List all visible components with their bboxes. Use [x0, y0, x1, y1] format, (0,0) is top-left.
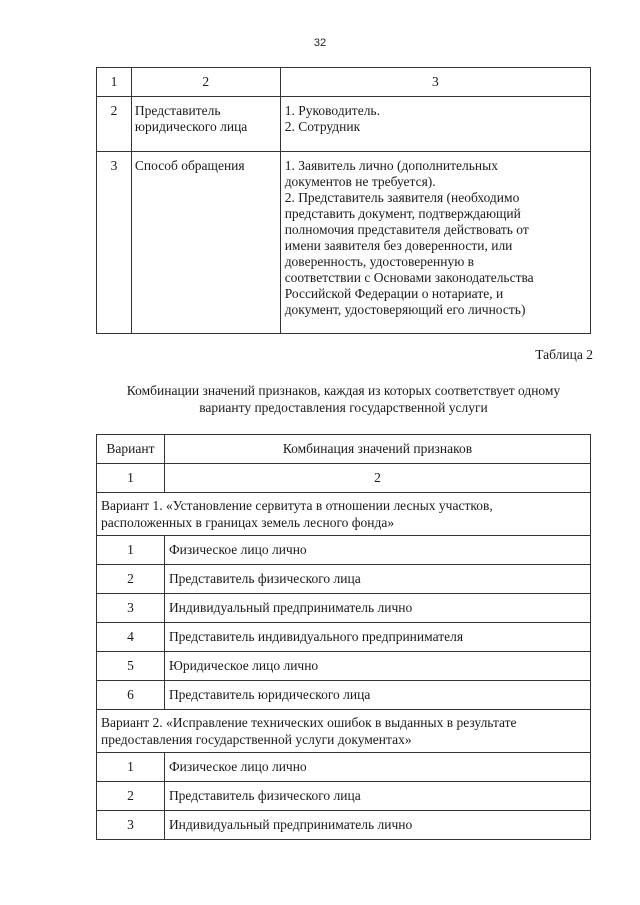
attribute-values [280, 97, 590, 152]
attribute-values [280, 152, 590, 334]
text-line: 1. Руководитель. [284, 103, 380, 118]
text-line: Представитель [134, 103, 221, 118]
text-line: документов не требуется). [284, 174, 436, 189]
table-caption: Таблица 2 [535, 347, 593, 362]
table-header-row [97, 435, 591, 464]
text-line: расположенных в границах земель лесного фонда» [101, 515, 395, 530]
row-number: 2 [97, 97, 132, 152]
table-row [97, 594, 591, 623]
subheader-cell: 2 [164, 464, 590, 493]
header-cell: Вариант [97, 435, 165, 464]
text-line: соответствии с Основами законодательства [284, 270, 534, 285]
text-line: Способ обращения [134, 158, 245, 173]
table-row [97, 811, 591, 840]
item-number: 2 [97, 782, 165, 811]
variant-title [97, 710, 591, 753]
item-number: 1 [97, 536, 165, 565]
item-label: Юридическое лицо лично [164, 652, 590, 681]
table-row [97, 753, 591, 782]
row-number: 3 [97, 152, 132, 334]
item-label: Индивидуальный предприниматель лично [164, 811, 590, 840]
table-subheader-row [97, 464, 591, 493]
attributes-table [96, 67, 591, 334]
table-row [97, 97, 591, 152]
header-cell: 3 [280, 68, 590, 97]
header-cell: 2 [131, 68, 280, 97]
table-row [97, 652, 591, 681]
title-line: варианту предоставления государственной услуги [199, 400, 488, 415]
table-row [97, 152, 591, 334]
text-line: имени заявителя без доверенности, или [284, 238, 513, 253]
item-number: 2 [97, 565, 165, 594]
item-label: Физическое лицо лично [164, 536, 590, 565]
title-line: Комбинации значений признаков, каждая из которых соответствует одному [126, 383, 561, 398]
item-label: Представитель физического лица [164, 782, 590, 811]
table-row [97, 681, 591, 710]
item-label: Представитель индивидуального предпринимателя [164, 623, 590, 652]
text-line: Вариант 2. «Исправление технических ошибок в выданных в результате [101, 715, 517, 730]
text-line: Вариант 1. «Установление сервитута в отношении лесных участков, [101, 498, 493, 513]
text-line: 2. Представитель заявителя (необходимо [284, 190, 520, 205]
variant-title [97, 493, 591, 536]
text-line: полномочия представителя действовать от [284, 222, 529, 237]
table-row [97, 565, 591, 594]
attribute-name [131, 97, 280, 152]
text-line: 1. Заявитель лично (дополнительных [284, 158, 498, 173]
item-number: 3 [97, 594, 165, 623]
item-label: Индивидуальный предприниматель лично [164, 594, 590, 623]
item-label: Физическое лицо лично [164, 753, 590, 782]
item-number: 6 [97, 681, 165, 710]
header-cell: 1 [97, 68, 132, 97]
text-line: представить документ, подтверждающий [284, 206, 521, 221]
item-number: 4 [97, 623, 165, 652]
header-cell: Комбинация значений признаков [164, 435, 590, 464]
table-row [97, 536, 591, 565]
variant-section-row [97, 710, 591, 753]
item-number: 1 [97, 753, 165, 782]
item-number: 3 [97, 811, 165, 840]
text-line: 2. Сотрудник [284, 119, 361, 134]
page-number: 32 [313, 37, 327, 49]
subheader-cell: 1 [97, 464, 165, 493]
table-title [96, 382, 591, 416]
text-line: доверенность, удостоверенную в [284, 254, 475, 269]
table-row [97, 623, 591, 652]
item-label: Представитель юридического лица [164, 681, 590, 710]
table-header-row [97, 68, 591, 97]
variant-section-row [97, 493, 591, 536]
table-row [97, 782, 591, 811]
item-number: 5 [97, 652, 165, 681]
text-line: предоставления государственной услуги документах» [101, 732, 412, 747]
text-line: документ, удостоверяющий его личность) [284, 302, 526, 317]
item-label: Представитель физического лица [164, 565, 590, 594]
text-line: юридического лица [134, 119, 248, 134]
variants-table [96, 434, 591, 840]
attribute-name [131, 152, 280, 334]
text-line: Российской Федерации о нотариате, и [284, 286, 504, 301]
